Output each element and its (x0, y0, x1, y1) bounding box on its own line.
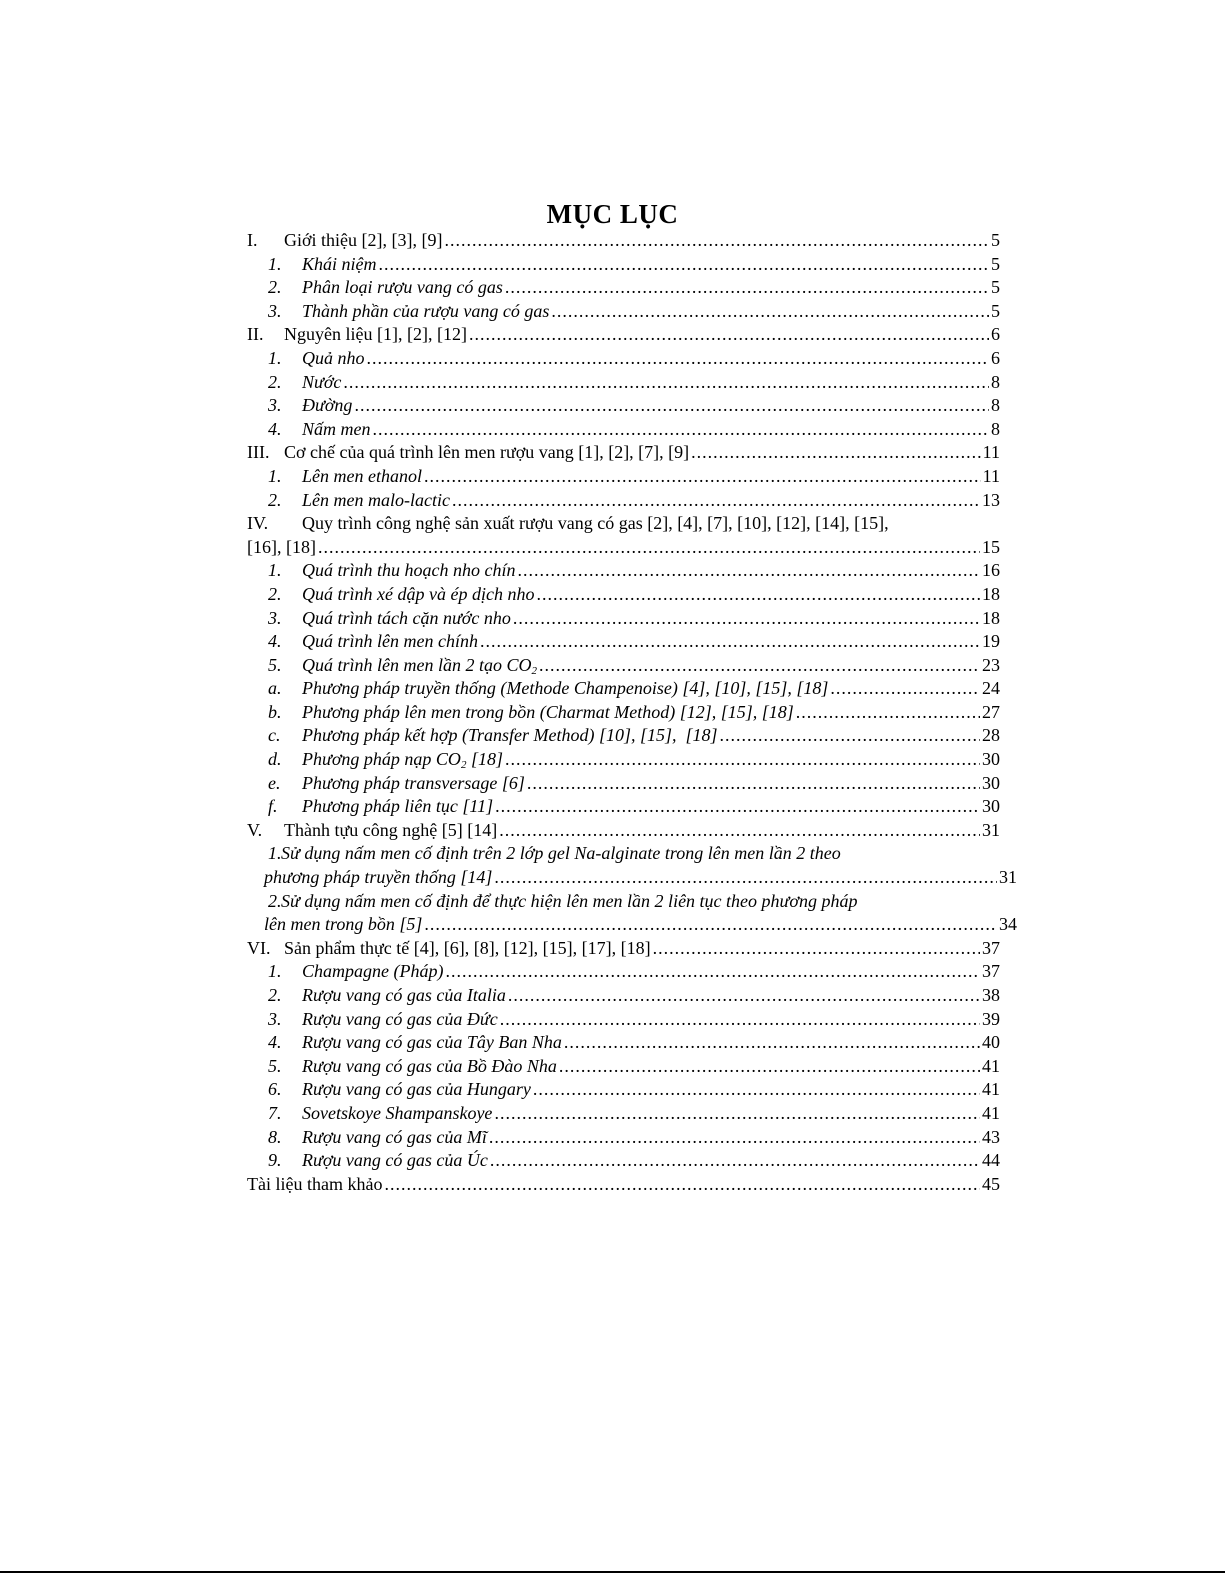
toc-entry-row (247, 347, 1000, 371)
toc-entry-number: 5. (268, 1055, 282, 1076)
dot-leader (494, 866, 997, 890)
toc-entry-row (247, 253, 1000, 277)
toc-entry-page: 31 (982, 819, 1000, 840)
dot-leader (469, 323, 989, 347)
toc-entry-row (247, 536, 1000, 560)
toc-entry-page: 18 (982, 607, 1000, 628)
dot-leader (480, 630, 980, 654)
toc-entry-row (247, 229, 1000, 253)
dot-leader (691, 441, 980, 465)
toc-entry-text: Nấm men (302, 418, 371, 439)
toc-entry[interactable] (247, 347, 1000, 371)
toc-entry-row (247, 748, 1000, 772)
toc-entry-text: [16], [18] (247, 536, 316, 557)
toc-entry[interactable] (247, 465, 1000, 489)
toc-entry-number: 2. (268, 371, 282, 392)
toc-entry-text: Sovetskoye Shampanskoye (302, 1102, 493, 1123)
toc-entry-number: c. (268, 725, 281, 746)
toc-entry-row (247, 701, 1000, 725)
toc-entry-text: Quá trình lên men chính (302, 631, 478, 652)
toc-entry-number: 2. (268, 985, 282, 1005)
dot-leader (564, 1031, 980, 1055)
toc-entry-text: Quá trình tách cặn nước nho (302, 607, 511, 628)
toc-entry-page: 30 (982, 796, 1000, 817)
toc-entry-text: Cơ chế của quá trình lên men rượu vang [1], [2], [7], [9] (284, 442, 690, 463)
toc-entry-text: Sử dụng nấm men cố định trên 2 lớp gel Na-alginate trong lên men lần 2 theo (281, 843, 841, 864)
toc-entry-number: 6. (268, 1079, 282, 1100)
toc-entry-number: V. (247, 819, 263, 840)
dot-leader (499, 819, 980, 843)
toc-entry-number: III. (247, 442, 270, 463)
toc-entry-row (247, 1173, 1000, 1197)
toc-entry-page: 6 (991, 347, 1000, 368)
table-of-contents (247, 229, 1017, 1196)
toc-entry-text: phương pháp truyền thống [14] (264, 867, 493, 888)
toc-entry-page: 44 (982, 1150, 1000, 1171)
toc-entry-number: 4. (268, 418, 282, 439)
toc-entry-page: 18 (982, 583, 1000, 604)
toc-entry[interactable] (247, 1055, 1000, 1079)
toc-entry-number: 5. (268, 654, 282, 675)
toc-entry[interactable] (247, 300, 1000, 324)
toc-entry-text: Quá trình xé dập và ép dịch nho (302, 583, 535, 604)
toc-entry-page: 8 (991, 371, 1000, 392)
toc-entry[interactable] (247, 1173, 1000, 1197)
toc-entry-number: 4. (268, 1032, 282, 1053)
toc-entry-page: 30 (982, 772, 1000, 793)
toc-entry-page: 39 (982, 1008, 1000, 1029)
dot-leader (452, 489, 980, 513)
toc-entry-page: 41 (982, 1079, 1000, 1100)
toc-entry-row (247, 489, 1000, 513)
toc-entry-page: 31 (999, 867, 1017, 888)
toc-entry[interactable] (247, 772, 1000, 796)
toc-entry-number: 1. (268, 347, 282, 368)
toc-entry-text: Quá trình thu hoạch nho chín (302, 560, 516, 581)
dot-leader (533, 1078, 980, 1102)
toc-entry-text: Rượu vang có gas của Bồ Đào Nha (302, 1055, 557, 1076)
toc-entry-text: Nguyên liệu [1], [2], [12] (284, 324, 467, 345)
toc-entry-text: Champagne (Pháp) (302, 961, 444, 982)
toc-entry-page: 6 (991, 324, 1000, 345)
toc-entry[interactable] (247, 489, 1000, 513)
dot-leader (536, 583, 980, 607)
toc-entry-text-after: [18] (466, 749, 503, 770)
toc-entry-page: 11 (982, 442, 1000, 463)
toc-entry-number: 3. (268, 300, 282, 321)
toc-entry-row (247, 819, 1000, 843)
toc-entry-page: 41 (982, 1055, 1000, 1076)
toc-entry-row (247, 1102, 1000, 1126)
subscript: 2 (531, 664, 537, 677)
toc-entry-row (247, 960, 1000, 984)
toc-entry-text: Rượu vang có gas của Úc (302, 1150, 488, 1171)
toc-entry-number: 3. (268, 1008, 282, 1029)
toc-entry-row (247, 1078, 1000, 1102)
toc-entry-text: Quả nho (302, 347, 365, 368)
dot-leader (318, 536, 980, 560)
toc-entry-row (247, 654, 1000, 678)
toc-entry-number: b. (268, 701, 282, 722)
toc-entry-text: Sản phẩm thực tế [4], [6], [8], [12], [15], [17], [18] (284, 937, 651, 958)
toc-entry[interactable] (247, 441, 1000, 465)
dot-leader (527, 772, 980, 796)
toc-entry-page: 5 (991, 253, 1000, 274)
dot-leader (445, 960, 980, 984)
dot-leader (505, 748, 980, 772)
toc-entry-page: 5 (991, 277, 1000, 298)
dot-leader (508, 984, 980, 1008)
dot-leader (424, 913, 997, 937)
toc-entry-text: Phương pháp truyền thống (Methode Champenoise) [4], [10], [15], [18] (302, 678, 829, 699)
toc-entry-row (247, 772, 1000, 796)
toc-entry-page: 34 (999, 914, 1017, 935)
toc-entry-text: Thành phần của rượu vang có gas (302, 300, 550, 321)
toc-entry-text: Quy trình công nghệ sản xuất rượu vang có gas [2], [4], [7], [10], [12], [14], [15], (302, 513, 889, 534)
toc-entry-number: 4. (268, 631, 282, 652)
toc-entry-text: Khái niệm (302, 253, 377, 274)
toc-entry-text: lên men trong bồn [5] (264, 914, 423, 935)
toc-entry-page: 19 (982, 631, 1000, 652)
dot-leader (513, 607, 980, 631)
toc-entry-number: 9. (268, 1150, 282, 1171)
toc-entry[interactable] (247, 559, 1000, 583)
dot-leader (796, 701, 980, 725)
dot-leader (384, 1173, 980, 1197)
toc-entry-number: a. (268, 678, 282, 699)
toc-entry-page: 16 (982, 560, 1000, 581)
dot-leader (720, 724, 980, 748)
toc-entry[interactable] (247, 748, 1000, 772)
dot-leader (830, 677, 980, 701)
toc-entry-number: 1. (268, 253, 282, 274)
toc-entry-row (247, 276, 1000, 300)
toc-entry-row (247, 937, 1000, 961)
dot-leader (489, 1126, 980, 1150)
toc-entry[interactable] (247, 960, 1000, 984)
dot-leader (354, 394, 989, 418)
toc-entry-page: 5 (991, 300, 1000, 321)
toc-entry[interactable] (247, 253, 1000, 277)
toc-entry-text: Phương pháp lên men trong bồn (Charmat Method) [12], [15], [18] (302, 701, 794, 722)
toc-entry[interactable] (247, 394, 1000, 418)
toc-entry-number: 1. (268, 961, 282, 982)
toc-entry-number: d. (268, 749, 282, 770)
toc-entry-number: 3. (268, 395, 282, 416)
toc-entry-row (247, 512, 1000, 536)
toc-entry-text: Phương pháp transversage [6] (302, 772, 525, 793)
toc-entry[interactable] (247, 677, 1000, 701)
toc-entry-text: Quá trình lên men lần 2 tạo $CO_2$ (302, 654, 537, 677)
page-bottom-rule (0, 1571, 1225, 1573)
toc-entry-page: 28 (982, 725, 1000, 746)
toc-entry-page: 43 (982, 1126, 1000, 1147)
dot-leader (494, 1102, 980, 1126)
toc-entry-page: 38 (982, 985, 1000, 1005)
toc-entry-number: 1. (268, 560, 282, 581)
toc-entry-text: Rượu vang có gas của Italia (302, 985, 506, 1005)
dot-leader (379, 253, 990, 277)
toc-entry-row (247, 394, 1000, 418)
toc-entry-number: 2. (268, 489, 282, 510)
dot-leader (343, 371, 989, 395)
toc-entry-number: I. (247, 230, 258, 250)
toc-entry-row (247, 630, 1000, 654)
toc-entry-page: 24 (982, 678, 1000, 699)
toc-entry[interactable] (247, 984, 1000, 1008)
toc-entry-row (247, 300, 1000, 324)
dot-leader (495, 795, 980, 819)
toc-entry-number: 2. (268, 890, 282, 911)
toc-entry[interactable] (247, 607, 1000, 631)
toc-entry[interactable] (247, 371, 1000, 395)
toc-entry-text: Giới thiệu [2], [3], [9] (284, 230, 443, 250)
toc-entry-number: f. (268, 796, 278, 817)
toc-entry-page: 15 (982, 536, 1000, 557)
toc-entry-page: 11 (982, 465, 1000, 486)
toc-entry-number: VI. (247, 937, 271, 958)
toc-entry[interactable] (247, 701, 1000, 725)
toc-entry-number: 2. (268, 277, 282, 298)
toc-entry-number: 1. (268, 843, 282, 864)
toc-entry-row (247, 1149, 1000, 1173)
toc-entry-page: 23 (982, 654, 1000, 675)
dot-leader (373, 418, 990, 442)
toc-entry[interactable] (247, 276, 1000, 300)
toc-entry-number: e. (268, 772, 281, 793)
toc-entry-number: 7. (268, 1102, 282, 1123)
toc-entry-text: Phân loại rượu vang có gas (302, 277, 503, 298)
toc-entry-text: Tài liệu tham khảo (247, 1173, 383, 1194)
toc-entry-row (247, 866, 1017, 890)
toc-entry[interactable] (247, 418, 1000, 442)
toc-entry-row (247, 677, 1000, 701)
toc-entry-page: 41 (982, 1102, 1000, 1123)
toc-entry[interactable] (247, 842, 1017, 889)
toc-entry-row (247, 842, 1000, 866)
toc-entry-number: II. (247, 324, 264, 345)
dot-leader (653, 937, 980, 961)
toc-entry-text: Phương pháp nạp $CO_2$ [18] (302, 749, 503, 772)
toc-entry-row (247, 1126, 1000, 1150)
toc-entry-text: Lên men malo-lactic (302, 489, 450, 510)
toc-entry-row (247, 418, 1000, 442)
dot-leader (367, 347, 990, 371)
dot-leader (539, 654, 980, 678)
dot-leader (500, 1008, 980, 1032)
toc-entry-row (247, 724, 1000, 748)
toc-entry-text: Rượu vang có gas của Mĩ (302, 1126, 487, 1147)
toc-entry-text: Thành tựu công nghệ [5] [14] (284, 819, 498, 840)
toc-entry[interactable] (247, 512, 1000, 559)
toc-entry[interactable] (247, 937, 1000, 961)
toc-entry-row (247, 1031, 1000, 1055)
toc-entry-page: 40 (982, 1032, 1000, 1053)
toc-entry-text: Lên men ethanol (302, 465, 422, 486)
toc-entry-row (247, 583, 1000, 607)
toc-entry-number: 2. (268, 583, 282, 604)
toc-entry[interactable] (247, 1031, 1000, 1055)
toc-entry-text: Phương pháp kết hợp (Transfer Method) [10], [15], [18] (302, 725, 718, 746)
toc-entry-page: 45 (982, 1173, 1000, 1194)
toc-entry-page: 30 (982, 749, 1000, 770)
toc-entry-page: 13 (982, 489, 1000, 510)
toc-entry[interactable] (247, 630, 1000, 654)
dot-leader (559, 1055, 980, 1079)
dot-leader (490, 1149, 980, 1173)
toc-entry[interactable] (247, 890, 1017, 937)
toc-entry[interactable] (247, 1102, 1000, 1126)
subscript: 2 (460, 759, 467, 772)
dot-leader (518, 559, 981, 583)
toc-entry-row (247, 1008, 1000, 1032)
toc-entry[interactable] (247, 1126, 1000, 1150)
toc-entry-row (247, 559, 1000, 583)
dot-leader (424, 465, 981, 489)
toc-entry-row (247, 607, 1000, 631)
toc-entry-row (247, 984, 1000, 1008)
toc-entry-page: 37 (982, 961, 1000, 982)
dot-leader (551, 300, 989, 324)
toc-entry-number: 3. (268, 607, 282, 628)
toc-entry-number: 8. (268, 1126, 282, 1147)
toc-entry-page: 5 (991, 230, 1000, 250)
toc-entry-text: Nước (302, 371, 342, 392)
toc-entry[interactable] (247, 795, 1000, 819)
toc-entry-row (247, 913, 1017, 937)
toc-entry-text: Rượu vang có gas của Hungary (302, 1079, 531, 1100)
toc-entry-number: 1. (268, 465, 282, 486)
toc-entry[interactable] (247, 724, 1000, 748)
toc-entry-number: IV. (247, 513, 269, 534)
toc-entry-text: Phương pháp liên tục [11] (302, 796, 494, 817)
toc-entry-row (247, 890, 1000, 914)
toc-entry[interactable] (247, 323, 1000, 347)
toc-entry-page: 37 (982, 937, 1000, 958)
toc-entry[interactable] (247, 1078, 1000, 1102)
toc-entry-text: Đường (302, 395, 353, 416)
toc-entry[interactable] (247, 1149, 1000, 1173)
dot-leader (505, 276, 989, 300)
toc-entry-row (247, 1055, 1000, 1079)
toc-entry[interactable] (247, 583, 1000, 607)
toc-entry-row (247, 465, 1000, 489)
toc-entry[interactable] (247, 654, 1000, 678)
toc-entry-row (247, 795, 1000, 819)
toc-entry-page: 27 (982, 701, 1000, 722)
toc-entry-row (247, 441, 1000, 465)
toc-entry-text: Rượu vang có gas của Tây Ban Nha (302, 1032, 562, 1053)
toc-entry-row (247, 323, 1000, 347)
toc-entry[interactable] (247, 229, 1000, 253)
toc-entry[interactable] (247, 819, 1000, 843)
toc-entry-text: Rượu vang có gas của Đức (302, 1008, 498, 1029)
page-title: MỤC LỤC (546, 199, 679, 230)
toc-entry-page: 8 (991, 418, 1000, 439)
toc-entry-text: Sử dụng nấm men cố định để thực hiện lên men lần 2 liên tục theo phương pháp (281, 890, 858, 911)
dot-leader (444, 229, 989, 253)
toc-entry-page: 8 (991, 395, 1000, 416)
toc-entry-row (247, 371, 1000, 395)
toc-entry[interactable] (247, 1008, 1000, 1032)
